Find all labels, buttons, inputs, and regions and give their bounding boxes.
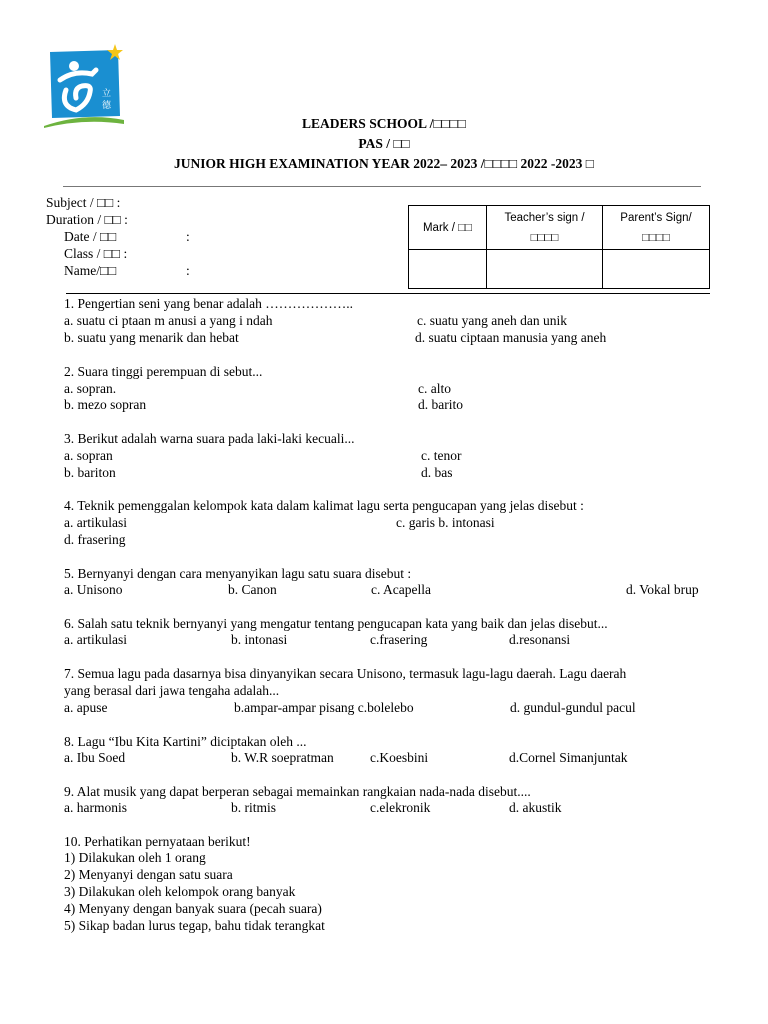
option-a[interactable]: a. sopran. xyxy=(64,381,117,396)
option-d[interactable]: d. Vokal brup xyxy=(626,582,699,597)
option-d[interactable]: d. bas xyxy=(421,465,453,480)
subject-field[interactable]: Subject / □□ : xyxy=(46,195,121,210)
option-c[interactable]: c. alto xyxy=(418,381,451,396)
duration-field[interactable]: Duration / □□ : xyxy=(46,212,128,227)
info-divider xyxy=(66,293,710,294)
date-field[interactable]: Date / □□ xyxy=(64,229,117,244)
option-a[interactable]: a. suatu ci ptaan m anusi a yang i ndah xyxy=(64,313,273,328)
teacher-sign-cell[interactable] xyxy=(487,250,603,289)
statement-item: 3) Dilakukan oleh kelompok orang banyak xyxy=(64,884,296,899)
option-c[interactable]: c.frasering xyxy=(370,632,428,647)
mark-cell[interactable] xyxy=(409,250,487,289)
statement-item: 5) Sikap badan lurus tegap, bahu tidak terangkat xyxy=(64,918,325,933)
header-divider xyxy=(63,186,701,187)
exam-type: PAS / □□ xyxy=(358,136,410,151)
option-d[interactable]: d. gundul-gundul pacul xyxy=(510,700,636,715)
logo-caption-1: 立 xyxy=(102,89,112,99)
statement-item: 1) Dilakukan oleh 1 orang xyxy=(64,850,206,865)
question-text: 3. Berikut adalah warna suara pada laki-laki kecuali... xyxy=(64,431,355,446)
option-c[interactable]: c. suatu yang aneh dan unik xyxy=(417,313,567,328)
date-colon: : xyxy=(186,229,190,244)
option-b[interactable]: b.ampar-ampar pisang c.bolelebo xyxy=(234,700,414,715)
option-b[interactable]: b. mezo sopran xyxy=(64,397,147,412)
statement-item: 4) Menyany dengan banyak suara (pecah suara) xyxy=(64,901,322,916)
question-text: 8. Lagu “Ibu Kita Kartini” diciptakan oleh ... xyxy=(64,734,307,749)
statement-item: 2) Menyanyi dengan satu suara xyxy=(64,867,233,882)
question-text: 9. Alat musik yang dapat berperan sebagai memainkan rangkaian nada-nada disebut.... xyxy=(64,784,531,799)
parent-sign-header: Parent’s Sign/ □□□□ xyxy=(603,206,710,250)
logo-caption-2: 德 xyxy=(102,101,112,111)
question-text: 5. Bernyanyi dengan cara menyanyikan lagu satu suara disebut : xyxy=(64,566,412,581)
question-text: 1. Pengertian seni yang benar adalah ……………….. xyxy=(64,296,354,311)
school-name: LEADERS SCHOOL /□□□□ xyxy=(302,116,466,131)
question-text: 4. Teknik pemenggalan kelompok kata dalam kalimat lagu serta pengucapan yang jelas disebut : xyxy=(64,498,584,513)
mark-table xyxy=(408,205,710,289)
option-a[interactable]: a. artikulasi xyxy=(64,632,127,647)
option-a[interactable]: a. apuse xyxy=(64,700,108,715)
option-d[interactable]: d.resonansi xyxy=(509,632,571,647)
option-c[interactable]: c. tenor xyxy=(421,448,462,463)
name-colon: : xyxy=(186,263,190,278)
parent-sign-cell[interactable] xyxy=(603,250,710,289)
option-b[interactable]: b. bariton xyxy=(64,465,116,480)
option-d[interactable]: d.Cornel Simanjuntak xyxy=(509,750,628,765)
student-info xyxy=(46,194,190,279)
option-b[interactable]: b. W.R soepratman xyxy=(231,750,334,765)
option-d[interactable]: d. akustik xyxy=(509,800,562,815)
option-a[interactable]: a. Ibu Soed xyxy=(64,750,126,765)
option-b[interactable]: b. suatu yang menarik dan hebat xyxy=(64,330,239,345)
question-text: 6. Salah satu teknik bernyanyi yang mengatur tentang pengucapan kata yang baik dan jelas disebut... xyxy=(64,616,608,631)
question-text: 7. Semua lagu pada dasarnya bisa dinyanyikan secara Unisono, termasuk lagu-lagu daerah. Lagu daerah xyxy=(64,666,627,681)
name-field[interactable]: Name/□□ xyxy=(64,263,117,278)
option-a[interactable]: a. artikulasi xyxy=(64,515,127,530)
class-field[interactable]: Class / □□ : xyxy=(64,246,128,261)
option-d[interactable]: d. barito xyxy=(418,397,463,412)
question-text: 2. Suara tinggi perempuan di sebut... xyxy=(64,364,263,379)
option-c[interactable]: c.elekronik xyxy=(370,800,431,815)
option-a[interactable]: a. Unisono xyxy=(64,582,123,597)
option-c[interactable]: c. garis b. intonasi xyxy=(396,515,495,530)
question-text: 10. Perhatikan pernyataan berikut! xyxy=(64,834,251,849)
question-text-cont: yang berasal dari jawa tengaha adalah... xyxy=(64,683,280,698)
option-d[interactable]: d. frasering xyxy=(64,532,126,547)
option-b[interactable]: b. intonasi xyxy=(231,632,288,647)
teacher-sign-header: Teacher’s sign / □□□□ xyxy=(487,206,603,250)
mark-header: Mark / □□ xyxy=(409,206,487,250)
option-c[interactable]: c. Acapella xyxy=(371,582,431,597)
exam-title: JUNIOR HIGH EXAMINATION YEAR 2022– 2023 /□□□□ 2022 -2023 □ xyxy=(174,156,594,171)
option-b[interactable]: b. Canon xyxy=(228,582,277,597)
option-c[interactable]: c.Koesbini xyxy=(370,750,429,765)
option-a[interactable]: a. harmonis xyxy=(64,800,127,815)
option-d[interactable]: d. suatu ciptaan manusia yang aneh xyxy=(415,330,607,345)
option-a[interactable]: a. sopran xyxy=(64,448,113,463)
option-b[interactable]: b. ritmis xyxy=(231,800,277,815)
